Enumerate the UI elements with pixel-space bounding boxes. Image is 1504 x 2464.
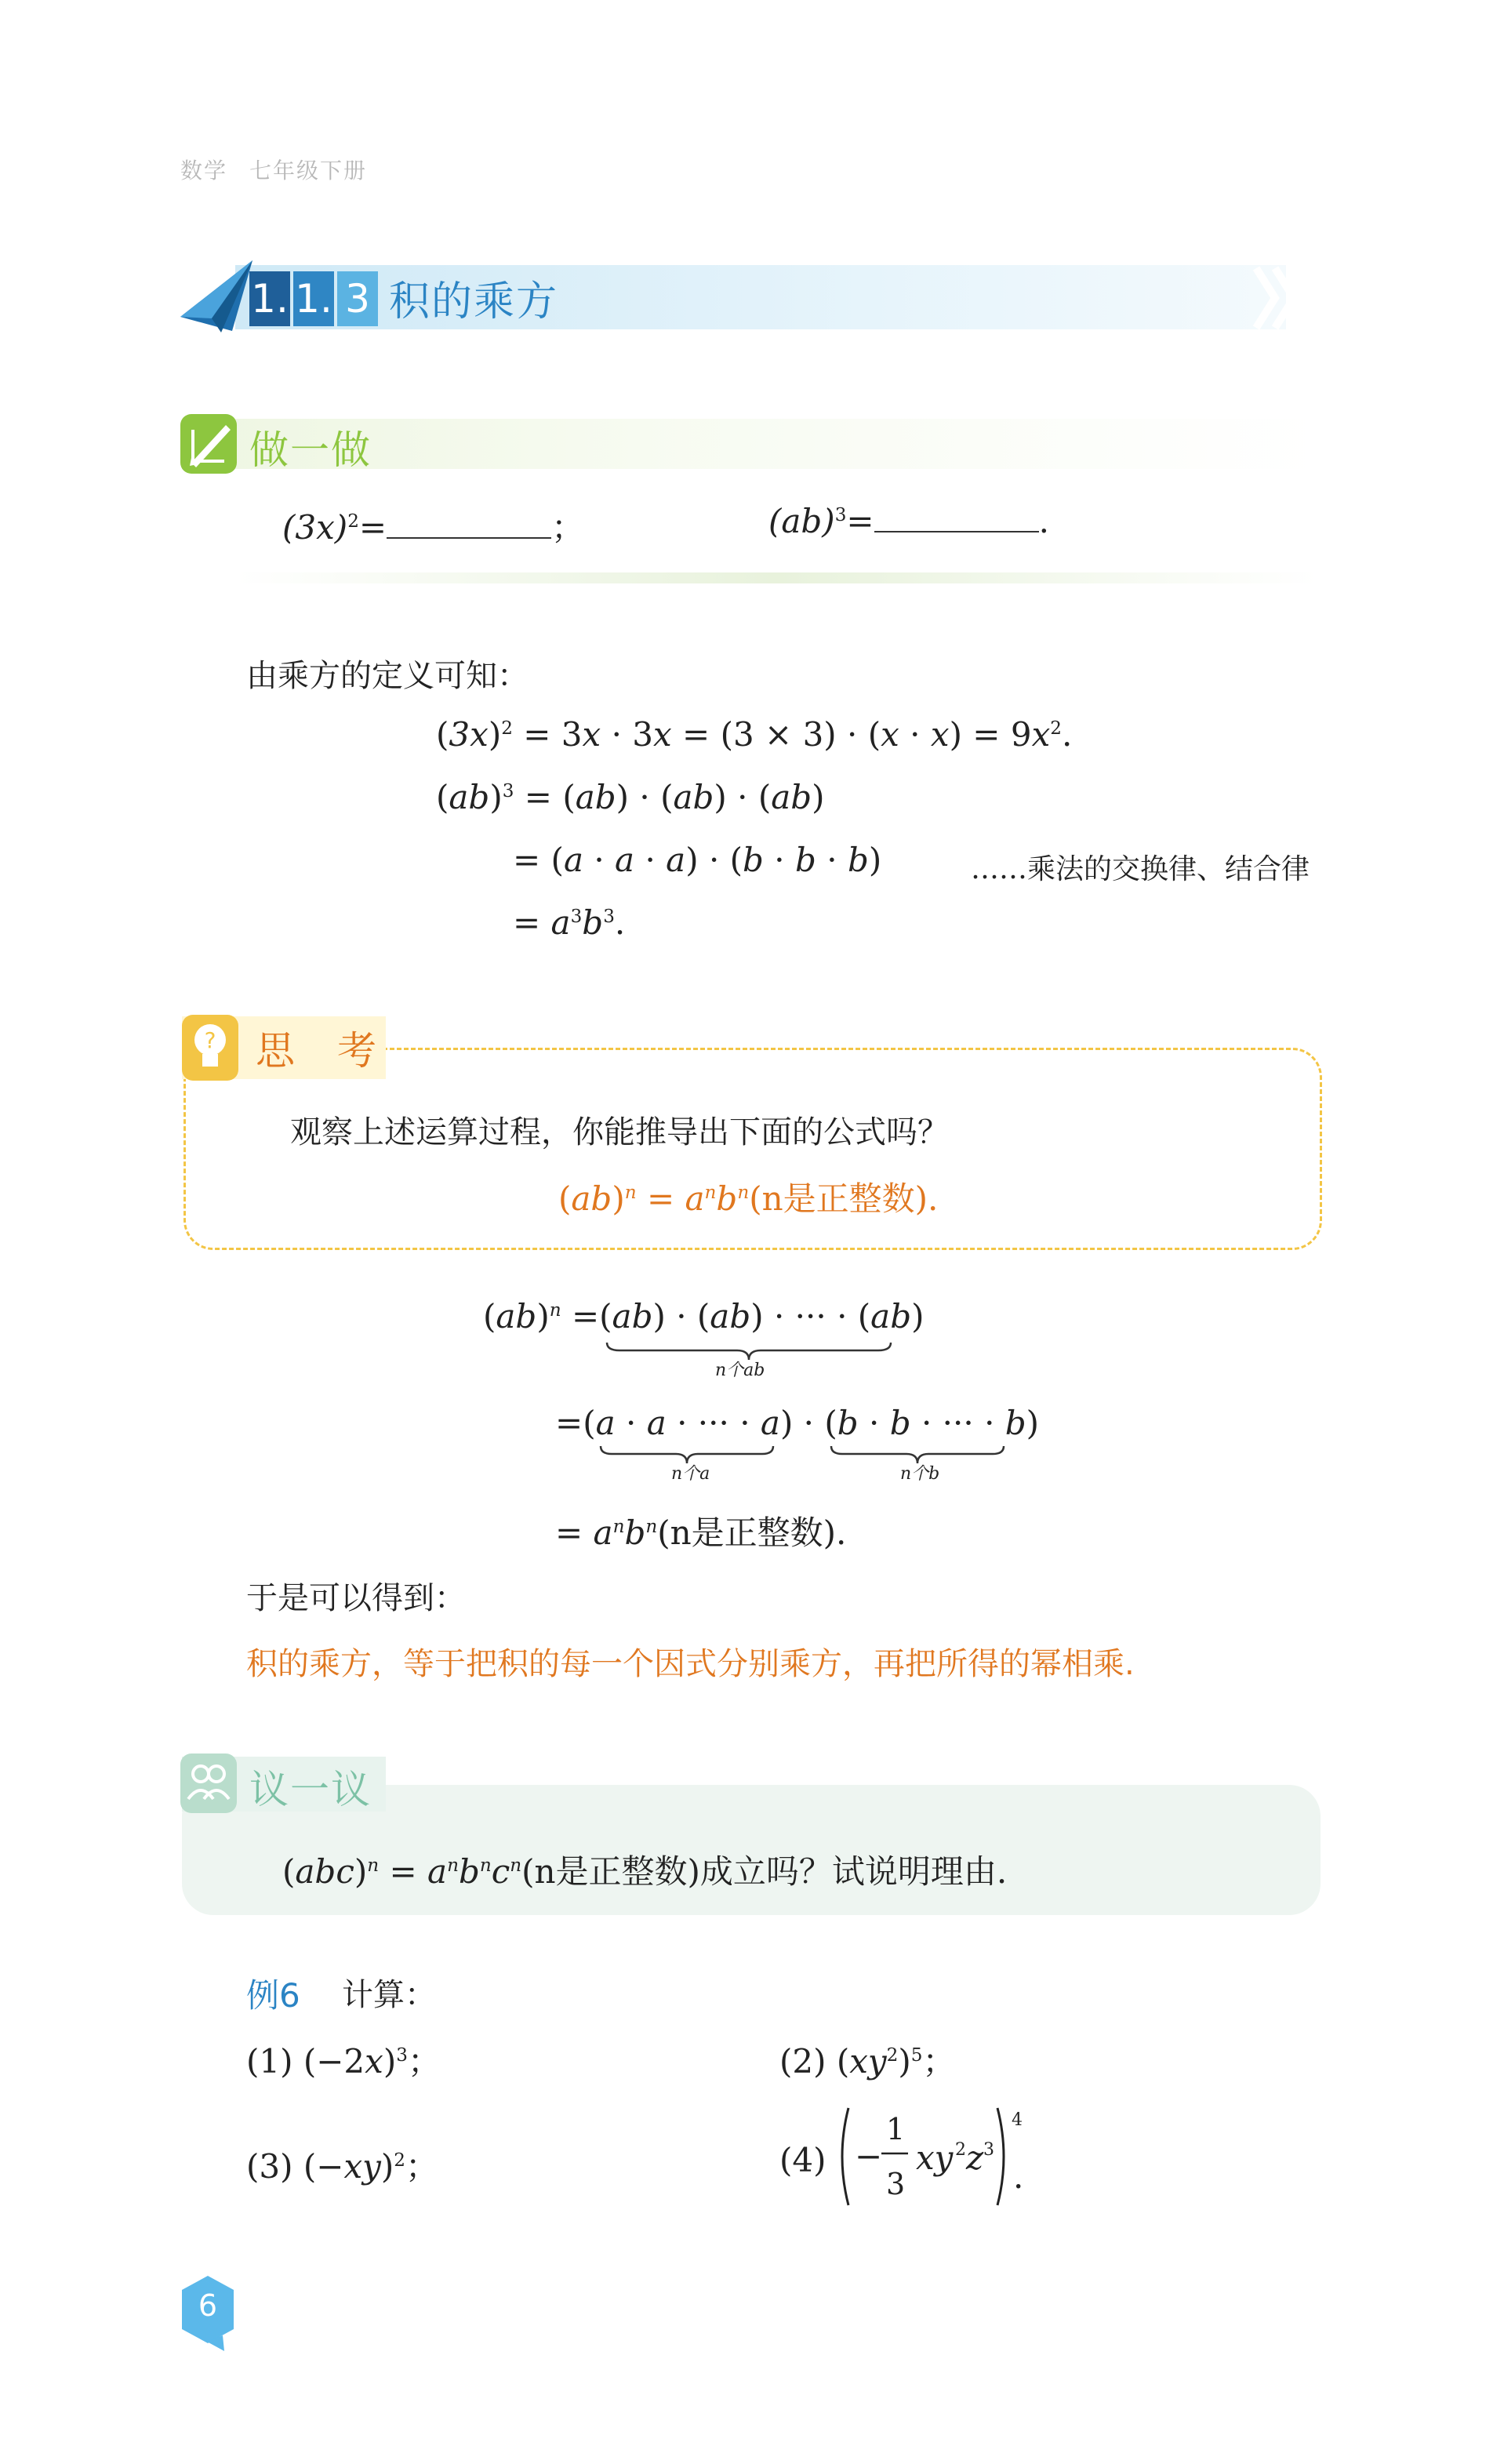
- example-item-3: (3) $(-xy)^2$；: [246, 2147, 438, 2186]
- svg-text:4: 4: [1012, 2110, 1023, 2130]
- derivation-line-4: = $a^3b^3$.: [513, 903, 626, 942]
- derivation-line-2: (ab)$^3$ = (ab) · (ab) · (ab): [436, 778, 825, 816]
- ex1-end: ；: [551, 508, 585, 547]
- think-formula-tail: (n是正整数).: [749, 1179, 939, 1218]
- ex1-eq: =: [358, 508, 387, 547]
- ex2-eq: =: [846, 502, 874, 540]
- brace-label-nb: n个b: [900, 1464, 940, 1484]
- section-number-2: 1.: [293, 271, 334, 326]
- derivation-line-1: $(3x)^2 = 3x \cdot 3x = (3 \times 3) \cdot (x \cdot x) = 9x^2$.: [436, 715, 1073, 754]
- svg-text:3: 3: [886, 2167, 906, 2201]
- ex1-base: (3x): [282, 508, 348, 547]
- brace-label-nab: n个ab: [715, 1361, 765, 1380]
- svg-text:?: ?: [204, 1027, 216, 1053]
- example-item-4-expression: [837, 2102, 1049, 2211]
- think-label: 思 考: [256, 1028, 378, 1074]
- svg-text:1: 1: [886, 2112, 906, 2146]
- example-item-2: (2) $(xy^2)^5$；: [779, 2042, 956, 2081]
- example-text: 计算：: [342, 1977, 436, 2013]
- example-label: 例6: [246, 1976, 300, 2015]
- chevrons-icon: [1252, 265, 1322, 331]
- ex1-exp: 2: [347, 511, 359, 532]
- zuoyizuo-exercise-2: [768, 502, 1049, 540]
- section-title: 积的乘方: [389, 278, 559, 325]
- proof-line-1: (ab)$^n$ =(ab) · (ab) · ··· · (ab): [483, 1297, 925, 1336]
- svg-text:−: −: [855, 2137, 883, 2175]
- lightbulb-icon: [182, 1015, 238, 1081]
- item-1-num: (1): [246, 2042, 293, 2081]
- brace-label-na: n个a: [671, 1464, 710, 1484]
- svg-text:.: .: [1013, 2157, 1024, 2196]
- running-header: [180, 154, 389, 185]
- svg-text:z: z: [966, 2139, 984, 2177]
- ex2-end: .: [1038, 502, 1049, 540]
- item-3-num: (3): [246, 2147, 293, 2186]
- derivation-intro: 由乘方的定义可知：: [246, 658, 529, 694]
- conclusion-intro: 于是可以得到：: [246, 1580, 466, 1616]
- pencil-ruler-icon: [180, 414, 237, 474]
- ex2-exp: 3: [834, 505, 847, 525]
- example-item-4: [779, 2141, 826, 2179]
- section-number-3: 3: [337, 271, 378, 326]
- people-icon: [180, 1754, 237, 1813]
- answer-blank-1[interactable]: [387, 509, 551, 539]
- item-2-num: (2): [779, 2042, 826, 2081]
- derivation-note: ……乘法的交换律、结合律: [971, 853, 1310, 885]
- svg-text:xy: xy: [916, 2139, 954, 2177]
- example-item-1: (1) $(-2x)^3$；: [246, 2042, 441, 2081]
- svg-text:3: 3: [983, 2140, 994, 2160]
- proof-tail: (n是正整数).: [657, 1514, 847, 1552]
- conclusion-rule: 积的乘方，等于把积的每一个因式分别乘方，再把所得的幂相乘.: [246, 1646, 1135, 1682]
- zuoyizuo-exercise-1: [282, 502, 584, 549]
- ex2-base: (ab): [768, 502, 835, 540]
- section-number-1: 1.: [249, 271, 290, 326]
- zuoyizuo-label: 做一做: [249, 427, 372, 473]
- proof-line-2: =(a · a · ··· · a) · (b · b · ··· · b): [555, 1404, 1040, 1442]
- answer-blank-2[interactable]: [874, 503, 1039, 532]
- item-4-num: (4): [779, 2141, 826, 2179]
- think-formula: $(ab)^n = a^nb^n(n$是正整数).: [558, 1179, 939, 1218]
- paper-plane-icon: [177, 256, 256, 334]
- derivation-line-3: = (a · a · a) · (b · b · b): [513, 841, 882, 879]
- page-number: 6: [198, 2288, 218, 2323]
- discuss-question-tail: (n是正整数)成立吗？试说明理由.: [521, 1852, 1008, 1891]
- discuss-question: $(abc)^n = a^nb^nc^n(n$是正整数)成立吗？试说明理由.: [282, 1852, 1008, 1891]
- header-subject: 数学: [180, 158, 228, 184]
- header-grade: 七年级下册: [249, 158, 368, 184]
- discuss-label: 议一议: [249, 1767, 372, 1812]
- svg-text:2: 2: [955, 2140, 966, 2160]
- think-question: 观察上述运算过程，你能推导出下面的公式吗？: [290, 1114, 949, 1150]
- zuoyizuo-divider: [235, 572, 1317, 583]
- proof-line-3: = $a^nb^n(n$是正整数).: [555, 1514, 847, 1552]
